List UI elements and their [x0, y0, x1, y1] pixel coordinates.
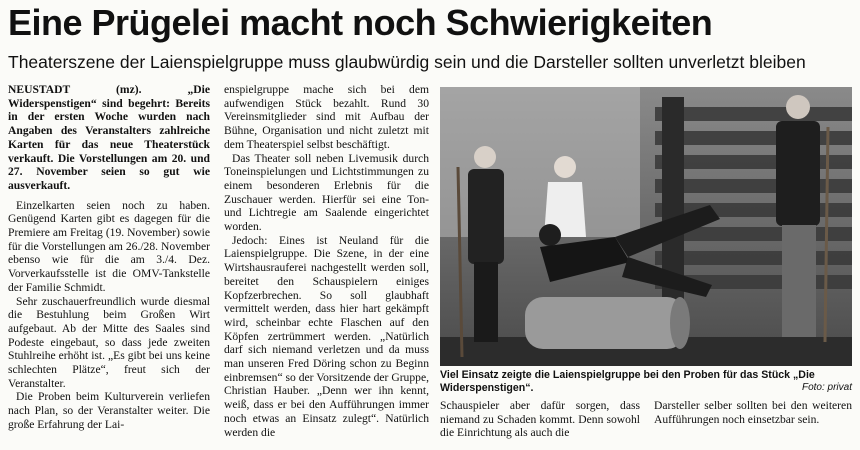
rehearsal-scene-image: [440, 87, 852, 366]
paragraph: Darsteller selber sollten bei den weiteren Aufführungen noch einsetzbar sein.: [654, 399, 852, 426]
photo-credit: Foto: privat: [801, 382, 852, 393]
rehearsal-photo: [440, 87, 852, 366]
article-headline: Eine Prügelei macht noch Schwierigkeiten: [8, 2, 713, 43]
article-lead: NEUSTADT (mz). „Die Widerspenstigen“ sind begehrt: Bereits in der ersten Woche wurden nach Angaben des Veranstalters zahlreiche Karten für das neue Theaterstück verkauft. Die Vorstellungen am 20. und 27. November seien so gut wie ausverkauft.: [8, 83, 210, 192]
article-subheadline: Theaterszene der Laienspielgruppe muss glaubwürdig sein und die Darsteller sollten unverletzt bleiben: [8, 52, 806, 72]
text-column-3: [440, 399, 640, 440]
log-prop: [525, 297, 690, 349]
photo-caption: Viel Einsatz zeigte die Laienspielgruppe bei den Proben für das Stück „Die Widerspenstigen“.: [440, 369, 815, 394]
text-column-2: [224, 83, 429, 439]
paragraph: Die Proben beim Kulturverein verliefen nach Plan, so der Veranstalter weiter. Die große Erfahrung der Lai-: [8, 390, 210, 431]
paragraph: Das Theater soll neben Livemusik durch Toneinspielungen und Lichtstimmungen zu einem besonderen Erlebnis für die Zuschauer werden. Hierfür sei eine Ton- und Lichtregie am Saalende eingerichtet worden.: [224, 151, 429, 234]
paragraph: Schauspieler aber dafür sorgen, dass niemand zu Schaden kommt. Denn sowohl die Einrichtung als auch die: [440, 399, 640, 440]
paragraph: enspielgruppe mache sich bei dem aufwendigen Stück bezahlt. Rund 30 Vereinsmitglieder sind mit Aufbau der Bühne, Organisation und nicht zuletzt mit dem Theaterspiel selbst beschäftigt.: [224, 83, 429, 151]
paragraph: Einzelkarten seien noch zu haben. Genügend Karten gibt es dagegen für die Premiere am Freitag (19. November) sowie für die Vorstellungen am 26./28. November ebenso wie für die am 3./4. Dez. Vorverkaufsstelle ist die OMV-Tankstelle der Familie Schmidt.: [8, 198, 210, 294]
paragraph: Sehr zuschauerfreundlich wurde diesmal die Bestuhlung beim Großen Wirt aufgebaut. Ab der Mitte des Saales sind Podeste eingebaut, so dass jede zweiten Stuhlreihe erhöht ist. „Es gibt bei uns keine schlechten Plätze“, freut sich der Veranstalter.: [8, 294, 210, 390]
text-column-1: [8, 83, 210, 432]
paragraph: Jedoch: Eines ist Neuland für die Laienspielgruppe. Die Szene, in der eine Wirtshausrauferei nachgestellt werden soll, bereitet den Schauspielern einiges Kopfzerbrechen. So soll glaubhaft vermittelt werden, dass hier hart gekämpft wird, scheinbar echte Flaschen auf den Köpfen zertrümmert werden. „Natürlich darf sich niemand verletzen und da muss man unseren Fred Döring schon zu Beginn einbremsen“ so der Vorsitzende der Gruppe, Christian Hauber. „Denn wer ihn kennt, weiß, dass er bei den Aufführungen immer noch etwas an Einsatz zulegt“. Natürlich werden die: [224, 233, 429, 439]
text-column-4: [654, 399, 852, 426]
